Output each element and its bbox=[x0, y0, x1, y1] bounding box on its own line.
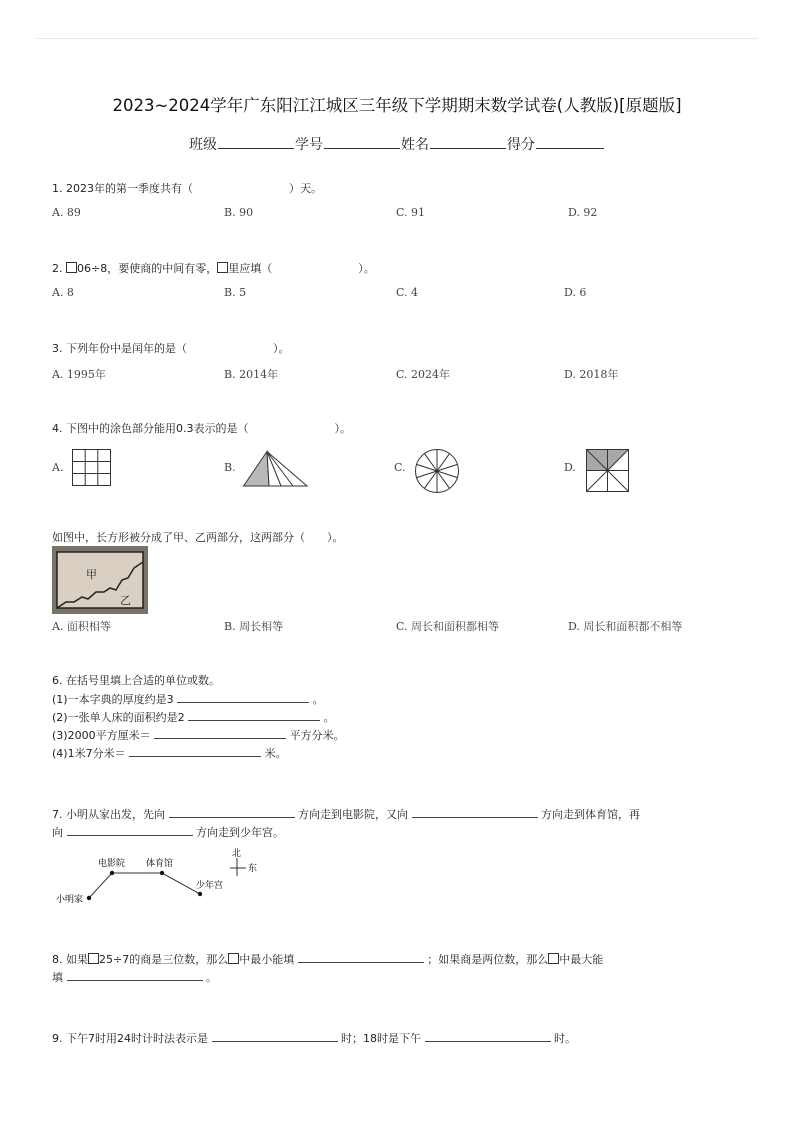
id-label: 学号 bbox=[295, 137, 323, 153]
q3-option-b[interactable]: B. 2014年 bbox=[224, 368, 279, 381]
q6-line-4 bbox=[52, 745, 287, 761]
box-square-icon bbox=[228, 953, 239, 964]
cinema-point bbox=[110, 871, 114, 875]
q8-text-f: 填 bbox=[52, 971, 63, 984]
q5-label-yi: 乙 bbox=[120, 594, 131, 607]
q6-line-3-pre: (3)2000平方厘米＝ bbox=[52, 729, 151, 742]
gym-label: 体育馆 bbox=[146, 859, 174, 869]
q2-option-a[interactable]: A. 8 bbox=[52, 286, 74, 299]
question-4 bbox=[52, 420, 351, 436]
question-8-line-2 bbox=[52, 969, 217, 985]
q4-option-d[interactable]: D. bbox=[564, 461, 576, 474]
q9-text-c: 时。 bbox=[554, 1032, 576, 1045]
q6-line-2-post: 。 bbox=[323, 711, 335, 724]
q4-after: ）。 bbox=[334, 422, 351, 435]
q4-option-b[interactable]: B. bbox=[224, 461, 236, 474]
q2-option-d[interactable]: D. 6 bbox=[564, 286, 587, 299]
box-square-icon bbox=[66, 262, 77, 273]
compass-east-label: 东 bbox=[248, 864, 258, 874]
q2-pre: 2. bbox=[52, 262, 66, 275]
q6-blank-2[interactable] bbox=[188, 709, 320, 721]
q2-text2: 里应填（ bbox=[228, 262, 273, 275]
q7-blank-3[interactable] bbox=[67, 824, 193, 836]
q8-text-a: 8. 如果 bbox=[52, 953, 88, 966]
q6-line-1-post: 。 bbox=[312, 693, 324, 706]
q8-blank-1[interactable] bbox=[298, 951, 424, 963]
q1-text: 1. 2023年的第一季度共有（ bbox=[52, 182, 193, 195]
q7-text-b: 方向走到电影院，又向 bbox=[298, 808, 408, 821]
class-blank[interactable] bbox=[218, 134, 294, 149]
name-blank[interactable] bbox=[430, 134, 506, 149]
q1-option-d[interactable]: D. 92 bbox=[568, 206, 598, 219]
score-blank[interactable] bbox=[536, 134, 604, 149]
q7-blank-1[interactable] bbox=[169, 806, 295, 818]
question-3 bbox=[52, 340, 290, 356]
q7-text-e: 方向走到少年宫。 bbox=[196, 826, 284, 839]
q7-route-map bbox=[52, 846, 272, 908]
student-info-line bbox=[0, 134, 794, 154]
q7-text-a: 7. 小明从家出发，先向 bbox=[52, 808, 165, 821]
q7-blank-2[interactable] bbox=[412, 806, 538, 818]
home-label: 小明家 bbox=[56, 895, 84, 905]
q3-text: 3. 下列年份中是闰年的是（ bbox=[52, 342, 187, 355]
q1-option-b[interactable]: B. 90 bbox=[224, 206, 254, 219]
q6-line-4-pre: (4)1米7分米＝ bbox=[52, 747, 126, 760]
page-title: 2023~2024学年广东阳江江城区三年级下学期期末数学试卷(人教版)[原题版] bbox=[112, 96, 682, 115]
question-9 bbox=[52, 1030, 576, 1046]
q3-option-d[interactable]: D. 2018年 bbox=[564, 368, 619, 381]
question-2 bbox=[52, 260, 375, 276]
question-5: 如图中，长方形被分成了甲、乙两部分，这两部分（ ）。 bbox=[52, 531, 344, 544]
q6-blank-1[interactable] bbox=[177, 691, 309, 703]
q6-blank-4[interactable] bbox=[129, 745, 261, 757]
q8-text-b: 25÷7的商是三位数，那么 bbox=[99, 953, 229, 966]
question-6: 6. 在括号里填上合适的单位或数。 bbox=[52, 674, 220, 687]
q8-text-g: 。 bbox=[206, 971, 217, 984]
q8-blank-2[interactable] bbox=[67, 969, 203, 981]
q6-line-4-post: 米。 bbox=[264, 747, 287, 760]
youth-palace-point bbox=[198, 892, 202, 896]
q1-option-a[interactable]: A. 89 bbox=[52, 206, 81, 219]
q2-text: 06÷8，要使商的中间有零， bbox=[77, 262, 218, 275]
question-1 bbox=[52, 180, 322, 196]
q6-blank-3[interactable] bbox=[154, 727, 286, 739]
class-label: 班级 bbox=[189, 137, 217, 153]
q9-text-b: 时；18时是下午 bbox=[341, 1032, 421, 1045]
home-point bbox=[87, 896, 91, 900]
cinema-label: 电影院 bbox=[98, 859, 126, 869]
q4-option-c[interactable]: C. bbox=[394, 461, 406, 474]
q6-line-1 bbox=[52, 691, 324, 707]
q3-option-c[interactable]: C. 2024年 bbox=[396, 368, 451, 381]
q3-after: ）。 bbox=[273, 342, 290, 355]
q2-option-c[interactable]: C. 4 bbox=[396, 286, 419, 299]
q8-text-d: ；如果商是两位数，那么 bbox=[427, 953, 549, 966]
q6-line-3-post: 平方分米。 bbox=[289, 729, 345, 742]
q5-option-c[interactable]: C. 周长和面积都相等 bbox=[396, 620, 500, 633]
box-square-icon bbox=[217, 262, 228, 273]
q9-blank-1[interactable] bbox=[212, 1030, 338, 1042]
q9-text-a: 9. 下午7时用24时计时法表示是 bbox=[52, 1032, 208, 1045]
q1-after: ）天。 bbox=[289, 182, 322, 195]
box-square-icon bbox=[88, 953, 99, 964]
box-square-icon bbox=[548, 953, 559, 964]
q8-text-e: 中最大能 bbox=[559, 953, 604, 966]
q5-figure-rectangle bbox=[52, 546, 148, 614]
q7-text-c: 方向走到体育馆，再 bbox=[541, 808, 640, 821]
q2-option-b[interactable]: B. 5 bbox=[224, 286, 247, 299]
q5-option-d[interactable]: D. 周长和面积都不相等 bbox=[568, 620, 683, 633]
q6-line-2-pre: (2)一张单人床的面积约是2 bbox=[52, 711, 185, 724]
q4-figure-c-circle bbox=[414, 448, 460, 494]
q1-option-c[interactable]: C. 91 bbox=[396, 206, 426, 219]
q4-text: 4. 下图中的涂色部分能用0.3表示的是（ bbox=[52, 422, 249, 435]
q3-option-a[interactable]: A. 1995年 bbox=[52, 368, 106, 381]
q5-option-b[interactable]: B. 周长相等 bbox=[224, 620, 284, 633]
question-7-line-1 bbox=[52, 806, 640, 822]
q7-text-d: 向 bbox=[52, 826, 63, 839]
compass-north-label: 北 bbox=[232, 849, 242, 859]
q2-after: ）。 bbox=[358, 262, 375, 275]
q4-figure-a-grid bbox=[72, 449, 112, 487]
youth-palace-label: 少年宫 bbox=[196, 881, 224, 891]
q8-text-c: 中最小能填 bbox=[239, 953, 295, 966]
question-8-line-1 bbox=[52, 951, 603, 967]
gym-point bbox=[160, 871, 164, 875]
q4-option-a[interactable]: A. bbox=[52, 461, 64, 474]
q4-figure-b-triangle bbox=[243, 451, 309, 487]
q9-blank-2[interactable] bbox=[425, 1030, 551, 1042]
q5-label-jia: 甲 bbox=[86, 568, 97, 581]
q6-line-2 bbox=[52, 709, 335, 725]
q6-line-1-pre: (1)一本字典的厚度约是3 bbox=[52, 693, 174, 706]
score-label: 得分 bbox=[507, 137, 535, 153]
name-label: 姓名 bbox=[401, 137, 429, 153]
id-blank[interactable] bbox=[324, 134, 400, 149]
q4-figure-d-square bbox=[586, 449, 630, 493]
question-7-line-2 bbox=[52, 824, 284, 840]
page-top-rule bbox=[36, 38, 758, 39]
q6-line-3 bbox=[52, 727, 345, 743]
q5-option-a[interactable]: A. 面积相等 bbox=[52, 620, 111, 633]
